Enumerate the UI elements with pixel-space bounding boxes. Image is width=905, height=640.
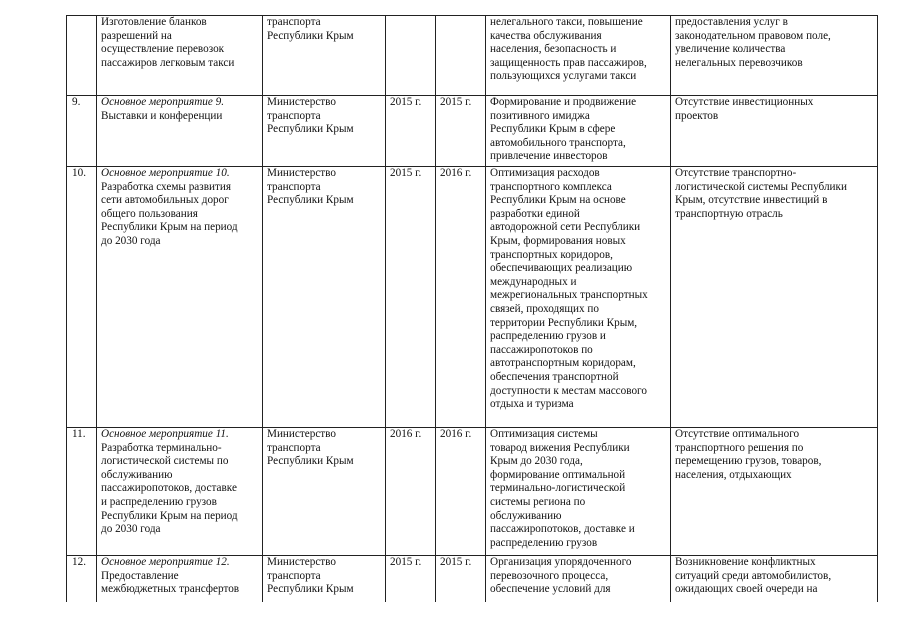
- consequence-cell: Отсутствие транспортно- логистической системы Республики Крым, отсутствие инвестиций в транспортную отрасль: [671, 167, 878, 428]
- event-text: Предоставление межбюджетных трансфертов: [101, 569, 240, 596]
- executor-cell: Министерство транспорта Республики Крым: [263, 96, 386, 167]
- end-year-cell: 2015 г.: [436, 556, 486, 602]
- event-cell: [97, 556, 263, 602]
- event-cell: [97, 96, 263, 167]
- executor-cell: транспорта Республики Крым: [263, 16, 386, 96]
- event-heading: Основное мероприятие 10.: [101, 167, 230, 179]
- end-year-cell: 2015 г.: [436, 96, 486, 167]
- executor-cell: Министерство транспорта Республики Крым: [263, 167, 386, 428]
- event-heading: Основное мероприятие 9.: [101, 96, 225, 108]
- end-year-cell: [436, 16, 486, 96]
- result-cell: Оптимизация системы товарод вижения Республики Крым до 2030 года, формирование оптимальной терминально-логистической системы региона по обслуживанию пассажиропотоков, доставке и распределению грузов: [486, 428, 671, 556]
- table-row: [67, 556, 878, 602]
- event-cell: [97, 167, 263, 428]
- row-number-cell: 12.: [67, 556, 97, 602]
- executor-cell: Министерство транспорта Республики Крым: [263, 428, 386, 556]
- executor-cell: Министерство транспорта Республики Крым: [263, 556, 386, 602]
- start-year-cell: 2015 г.: [386, 167, 436, 428]
- table-row: [67, 167, 878, 428]
- start-year-cell: 2015 г.: [386, 96, 436, 167]
- result-cell: Организация упорядоченного перевозочного процесса, обеспечение условий для: [486, 556, 671, 602]
- event-cell: [97, 428, 263, 556]
- table-row: [67, 96, 878, 167]
- event-text: Разработка терминально- логистической системы по обслуживанию пассажиропотоков, доставке и распределению грузов Республики Крым на период до 2030 года: [101, 441, 238, 536]
- row-number-cell: 9.: [67, 96, 97, 167]
- consequence-cell: предоставления услуг в законодательном правовом поле, увеличение количества нелегальных перевозчиков: [671, 16, 878, 96]
- start-year-cell: [386, 16, 436, 96]
- end-year-cell: 2016 г.: [436, 428, 486, 556]
- event-heading: Основное мероприятие 11.: [101, 428, 229, 440]
- table-row: [67, 428, 878, 556]
- consequence-cell: Возникновение конфликтных ситуаций среди автомобилистов, ожидающих своей очереди на: [671, 556, 878, 602]
- result-cell: нелегального такси, повышение качества обслуживания населения, безопасность и защищенность прав пассажиров, пользующихся услугами такси: [486, 16, 671, 96]
- event-cell: [97, 16, 263, 96]
- row-number-cell: 10.: [67, 167, 97, 428]
- event-text: Разработка схемы развития сети автомобильных дорог общего пользования Республики Крым на период до 2030 года: [101, 180, 238, 247]
- program-table: [66, 15, 878, 602]
- consequence-cell: Отсутствие оптимального транспортного решения по перемещению грузов, товаров, населения, отдыхающих: [671, 428, 878, 556]
- table-body: [67, 16, 878, 602]
- start-year-cell: 2016 г.: [386, 428, 436, 556]
- result-cell: Оптимизация расходов транспортного комплекса Республики Крым на основе разработки единой автодорожной сети Республики Крым, формирования новых транспортных коридоров, обеспечивающих реализацию международных и межрегиональных транспортных связей, проходящих по территории Республики Крым, распределению грузов и пассажиропотоков по автотранспортным коридорам, обеспечения транспортной доступности к местам массового отдыха и туризма: [486, 167, 671, 428]
- consequence-cell: Отсутствие инвестиционных проектов: [671, 96, 878, 167]
- row-number-cell: 11.: [67, 428, 97, 556]
- row-number-cell: [67, 16, 97, 96]
- event-text: Выставки и конференции: [101, 109, 223, 122]
- start-year-cell: 2015 г.: [386, 556, 436, 602]
- end-year-cell: 2016 г.: [436, 167, 486, 428]
- table-row: [67, 16, 878, 96]
- event-heading: Основное мероприятие 12.: [101, 556, 230, 568]
- result-cell: Формирование и продвижение позитивного имиджа Республики Крым в сфере автомобильного транспорта, привлечение инвесторов: [486, 96, 671, 167]
- event-text: Изготовление бланков разрешений на осуществление перевозок пассажиров легковым такси: [101, 16, 235, 69]
